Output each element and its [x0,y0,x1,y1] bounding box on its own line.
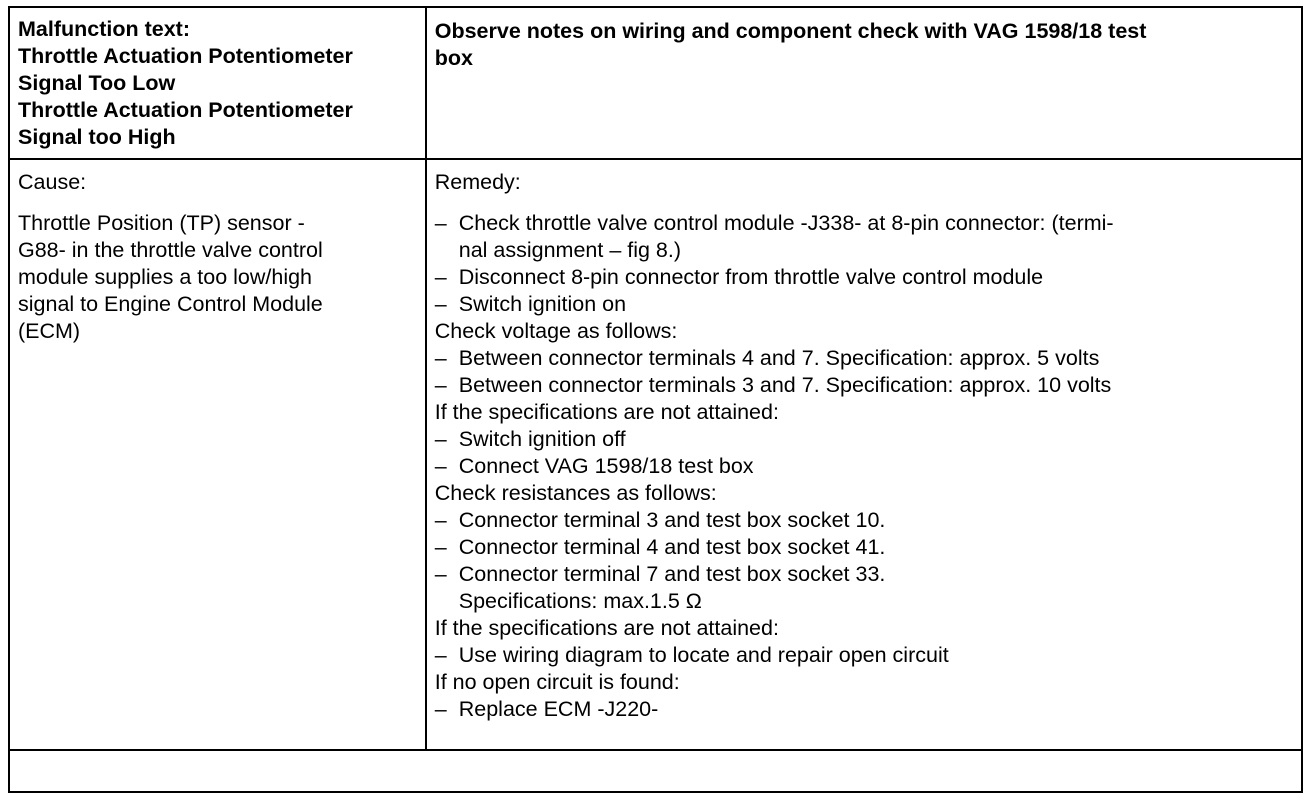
dash-bullet: – [434,372,447,397]
dash-bullet: – [434,507,447,532]
remedy-step [435,696,1293,723]
dash-bullet: – [434,426,447,451]
malfunction-line: Throttle Actuation Potentiometer [18,44,353,68]
remedy-step-text: Connect VAG 1598/18 test box [458,453,754,478]
cause-line: Throttle Position (TP) sensor - [18,210,305,235]
notes-cell [426,7,1302,159]
remedy-step [435,345,1293,372]
dash-bullet: – [434,453,447,478]
remedy-step-text: Connector terminal 7 and test box socket 33. [458,561,886,586]
remedy-step-text: Switch ignition off [458,426,626,451]
remedy-step-text: Connector terminal 3 and test box socket 10. [458,507,886,532]
remedy-step [435,372,1293,399]
header-row [9,7,1302,159]
remedy-heading: If the specifications are not attained: [434,615,779,640]
remedy-label: Remedy: [434,169,521,194]
remedy-step-text: Check throttle valve control module -J338- at 8-pin connector: (termi- [458,210,1114,235]
remedy-heading: If no open circuit is found: [434,669,680,694]
malfunction-line: Signal Too Low [18,71,176,95]
cause-label: Cause: [18,169,87,194]
remedy-step [435,264,1293,291]
dash-bullet: – [434,210,447,235]
empty-footer-cell [9,750,1302,792]
notes-line: Observe notes on wiring and component check with VAG 1598/18 test [434,19,1147,43]
cause-line: signal to Engine Control Module [18,291,323,316]
remedy-step-text: Between connector terminals 4 and 7. Specification: approx. 5 volts [458,345,1100,370]
body-row [9,159,1302,750]
dash-bullet: – [434,345,447,370]
specification-line: Specifications: max.1.5 Ω [458,588,702,613]
remedy-cell [426,159,1302,750]
procedure-table [8,6,1303,793]
cause-line: module supplies a too low/high [18,264,313,289]
remedy-step [435,291,1293,318]
remedy-step [435,534,1293,561]
remedy-step [435,561,1293,588]
cause-line: (ECM) [18,318,81,343]
malfunction-line: Signal too High [18,125,176,149]
remedy-step [435,642,1293,669]
dash-bullet: – [434,534,447,559]
dash-bullet: – [434,291,447,316]
remedy-step-text: Disconnect 8-pin connector from throttle valve control module [458,264,1044,289]
malfunction-text-cell [9,7,426,159]
empty-footer-row [9,750,1302,792]
remedy-step-text: Connector terminal 4 and test box socket 41. [458,534,886,559]
remedy-step [435,453,1293,480]
malfunction-line: Throttle Actuation Potentiometer [18,98,353,122]
remedy-heading: Check voltage as follows: [434,318,678,343]
notes-line: box [434,46,473,70]
remedy-heading: Check resistances as follows: [434,480,717,505]
malfunction-label: Malfunction text: [18,17,190,41]
remedy-step-text: Use wiring diagram to locate and repair open circuit [458,642,949,667]
remedy-heading: If the specifications are not attained: [434,399,779,424]
remedy-step [435,210,1293,237]
remedy-step [435,507,1293,534]
cause-cell [9,159,426,750]
dash-bullet: – [434,561,447,586]
dash-bullet: – [434,642,447,667]
dash-bullet: – [434,264,447,289]
dash-bullet: – [434,696,447,721]
remedy-step [435,426,1293,453]
remedy-step-text: Between connector terminals 3 and 7. Specification: approx. 10 volts [458,372,1112,397]
remedy-step-text: Switch ignition on [458,291,627,316]
cause-line: G88- in the throttle valve control [18,237,323,262]
remedy-step-continuation: nal assignment – fig 8.) [458,237,682,262]
remedy-step-text: Replace ECM -J220- [458,696,659,721]
